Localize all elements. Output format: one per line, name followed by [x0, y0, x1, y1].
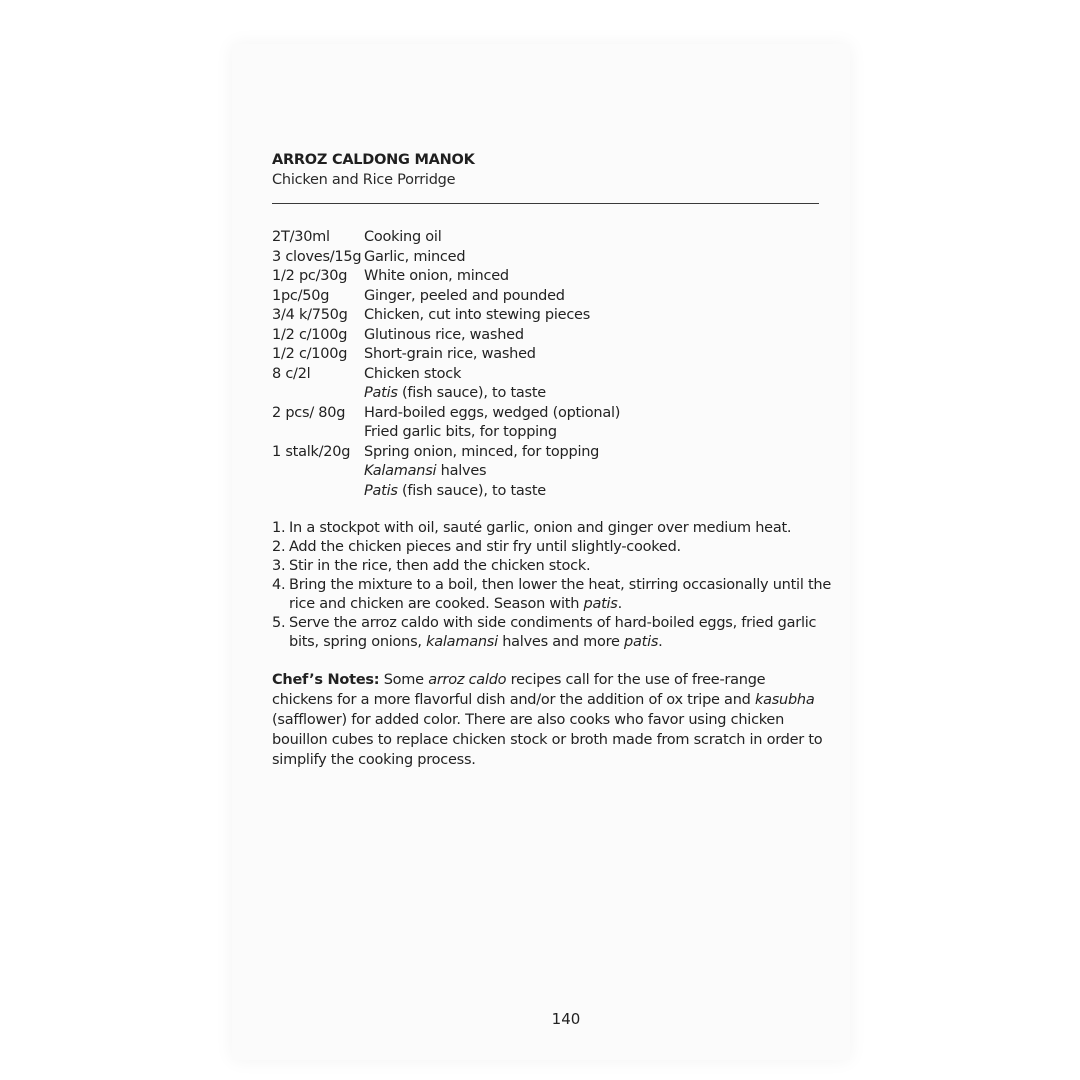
ingredient-quantity: 8 c/2l [272, 365, 311, 382]
instruction-step [272, 538, 832, 557]
ingredient-quantity: 2 pcs/ 80g [272, 404, 346, 421]
ingredient-name: Chicken, cut into stewing pieces [364, 307, 591, 323]
chefs-notes-label: Chef’s Notes: [272, 672, 380, 688]
recipe-content [272, 150, 832, 785]
ingredient-name: Garlic, minced [364, 248, 466, 265]
ingredient-name: White onion, minced [364, 268, 509, 284]
step-number: 3. [272, 558, 286, 574]
ingredient-name: Spring onion, minced, for topping [364, 443, 600, 460]
ingredient-row [272, 462, 832, 482]
ingredient-name: Patis (fish sauce), to taste [364, 385, 546, 401]
ingredient-quantity [272, 384, 364, 404]
title-divider [272, 203, 819, 204]
ingredient-row [272, 306, 832, 326]
ingredient-row [272, 228, 832, 248]
ingredient-name: Cooking oil [364, 229, 442, 245]
ingredient-row [272, 384, 832, 404]
ingredient-quantity: 1/2 c/100g [272, 346, 348, 362]
ingredient-quantity: 1/2 pc/30g [272, 268, 348, 284]
ingredient-row [272, 443, 832, 463]
step-number: 1. [272, 520, 286, 536]
instruction-step [272, 614, 832, 652]
ingredient-row [272, 248, 832, 268]
ingredient-name: Fried garlic bits, for topping [364, 424, 557, 440]
step-text: Stir in the rice, then add the chicken stock. [289, 558, 591, 574]
recipe-title: ARROZ CALDONG MANOK [272, 152, 475, 168]
instruction-step [272, 557, 832, 576]
ingredient-row [272, 365, 832, 385]
ingredient-name: Hard-boiled eggs, wedged (optional) [364, 404, 621, 421]
ingredient-quantity [272, 423, 364, 443]
ingredient-quantity [272, 462, 364, 482]
ingredient-quantity: 3/4 k/750g [272, 307, 348, 323]
ingredient-row [272, 267, 832, 287]
instruction-step [272, 519, 832, 538]
instruction-step [272, 576, 832, 614]
chefs-notes: Chef’s Notes: Some arroz caldo recipes call for the use of free-range chickens for a more flavorful dish and/or the addition of ox tripe and kasubha (safflower) for added color. There are also cooks who favor using chicken bouillon cubes to replace chicken stock or broth made from scratch in order to simplify the cooking process. [272, 672, 823, 768]
step-text: Add the chicken pieces and stir fry until slightly-cooked. [289, 539, 681, 555]
page-number: 140 [551, 1010, 581, 1028]
ingredient-quantity: 3 cloves/15g [272, 248, 362, 265]
ingredient-name: Ginger, peeled and pounded [364, 287, 565, 304]
ingredient-row [272, 326, 832, 346]
instruction-list [272, 519, 832, 652]
ingredient-list [272, 228, 832, 501]
step-number: 2. [272, 539, 286, 555]
ingredient-name: Kalamansi halves [364, 463, 487, 479]
ingredient-quantity: 2T/30ml [272, 229, 330, 245]
step-text: In a stockpot with oil, sauté garlic, onion and ginger over medium heat. [289, 520, 792, 536]
ingredient-row [272, 404, 832, 424]
ingredient-quantity: 1 stalk/20g [272, 443, 351, 460]
ingredient-quantity [272, 482, 364, 502]
ingredient-row [272, 287, 832, 307]
ingredient-row [272, 345, 832, 365]
ingredient-name: Short-grain rice, washed [364, 346, 536, 362]
ingredient-row [272, 423, 832, 443]
step-text: Bring the mixture to a boil, then lower the heat, stirring occasionally until the rice and chicken are cooked. Season with patis. [289, 577, 832, 612]
step-number: 4. [272, 577, 286, 593]
ingredient-name: Patis (fish sauce), to taste [364, 482, 546, 499]
recipe-subtitle: Chicken and Rice Porridge [272, 172, 456, 188]
ingredient-name: Chicken stock [364, 365, 462, 382]
step-text: Serve the arroz caldo with side condiments of hard-boiled eggs, fried garlic bits, spring onions, kalamansi halves and more patis. [289, 615, 817, 650]
ingredient-quantity: 1/2 c/100g [272, 326, 348, 343]
step-number: 5. [272, 615, 286, 631]
ingredient-row [272, 482, 832, 502]
ingredient-quantity: 1pc/50g [272, 287, 330, 304]
ingredient-name: Glutinous rice, washed [364, 326, 524, 343]
